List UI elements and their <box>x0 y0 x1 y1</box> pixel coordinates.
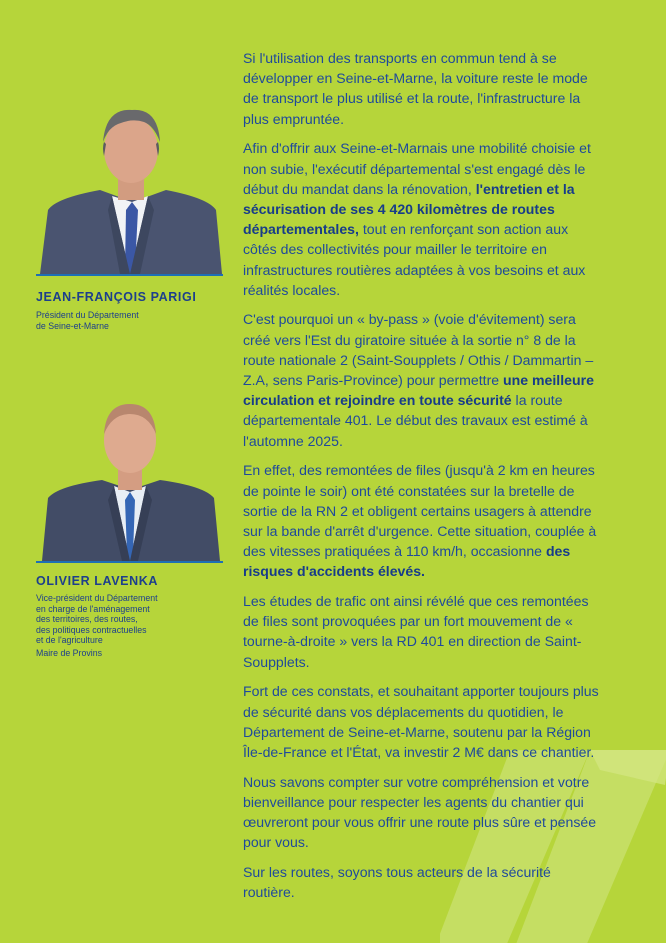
text-segment: En effet, des remontées de files (jusqu'à 2 km en heures de pointe le soir) ont été constatées sur la bretelle de sortie de la RN 2 et obligent certains usagers à attendre sur la bande d'arrêt d'urgence. Cette situation, couplée à des vitesses pratiquées à 110 km/h, occasionne <box>243 462 597 560</box>
text-segment: tout en renforçant son action aux côtés des collectivités pour mailler le territoire en infrastructures routières adaptées à vos besoins et aux réalités locales. <box>243 221 586 298</box>
portrait-olivier-lavenka <box>36 394 223 563</box>
text-emphasis: l'entretien et la sécurisation de ses 4 420 kilomètres de routes départementales, <box>243 180 575 238</box>
text-emphasis: une meilleure circulation et rejoindre en toute sécurité <box>243 372 594 409</box>
role-line: des politiques contractuelles <box>36 624 147 635</box>
person-name: JEAN-FRANÇOIS PARIGI <box>36 290 197 304</box>
role-line: de Seine-et-Marne <box>36 320 109 331</box>
person-name: OLIVIER LAVENKA <box>36 574 158 588</box>
text-segment: Nous savons compter sur votre compréhension et votre bienveillance pour respecter les agents du chantier qui œuvreront pour vous offrir une route plus sûre et pensée pour vous. <box>243 773 597 851</box>
portrait-jean-francois-parigi <box>36 98 223 276</box>
role-line: et de l'agriculture <box>36 635 103 646</box>
role-line: Vice-président du Département <box>36 593 158 603</box>
text-emphasis: des risques d'accidents élevés. <box>243 543 571 580</box>
paragraph <box>243 681 603 762</box>
role-line: en charge de l'aménagement <box>36 603 150 614</box>
paragraph <box>243 772 603 853</box>
text-segment: Sur les routes, soyons tous acteurs de la sécurité routière. <box>243 864 551 901</box>
person-role <box>36 310 139 331</box>
text-segment: C'est pourquoi un « by-pass » (voie d'évitement) sera créé vers l'Est du giratoire située à la sortie n° 8 de la route nationale 2 (Saint-Soupplets / Othis / Dammartin – Z.A, sens Paris-Province) pour permettre <box>243 311 594 389</box>
editorial-text <box>243 48 603 912</box>
text-segment: la route départementale 401. Le début des travaux est estimé à l'automne 2025. <box>243 392 588 449</box>
text-segment: Fort de ces constats, et souhaitant apporter toujours plus de sécurité dans vos déplacements du quotidien, le Département de Seine-et-Marne, soutenu par la Région Île-de-France et l'État, va investir 2 M€ dans ce chantier. <box>243 683 599 760</box>
person-role <box>36 593 158 659</box>
paragraph <box>243 48 603 129</box>
mayor-title: Maire de Provins <box>36 647 103 658</box>
text-segment: Les études de trafic ont ainsi révélé que ces remontées de files sont provoquées par un fort mouvement de « tourne-à-droite » vers la RD 401 en direction de Saint-Soupplets. <box>243 593 589 670</box>
paragraph <box>243 309 603 450</box>
role-line: Président du Département <box>36 310 139 320</box>
text-segment: Si l'utilisation des transports en commun tend à se développer en Seine-et-Marne, la voiture reste le mode de transport le plus utilisé et la route, l'infrastructure la plus empruntée. <box>243 50 588 127</box>
paragraph <box>243 591 603 672</box>
role-line: des territoires, des routes, <box>36 614 138 625</box>
text-segment: Afin d'offrir aux Seine-et-Marnais une mobilité choisie et non subie, l'exécutif départemental s'est engagé dès le début du mandat dans la rénovation, <box>243 140 591 197</box>
paragraph <box>243 862 603 902</box>
paragraph <box>243 138 603 300</box>
paragraph <box>243 460 603 581</box>
